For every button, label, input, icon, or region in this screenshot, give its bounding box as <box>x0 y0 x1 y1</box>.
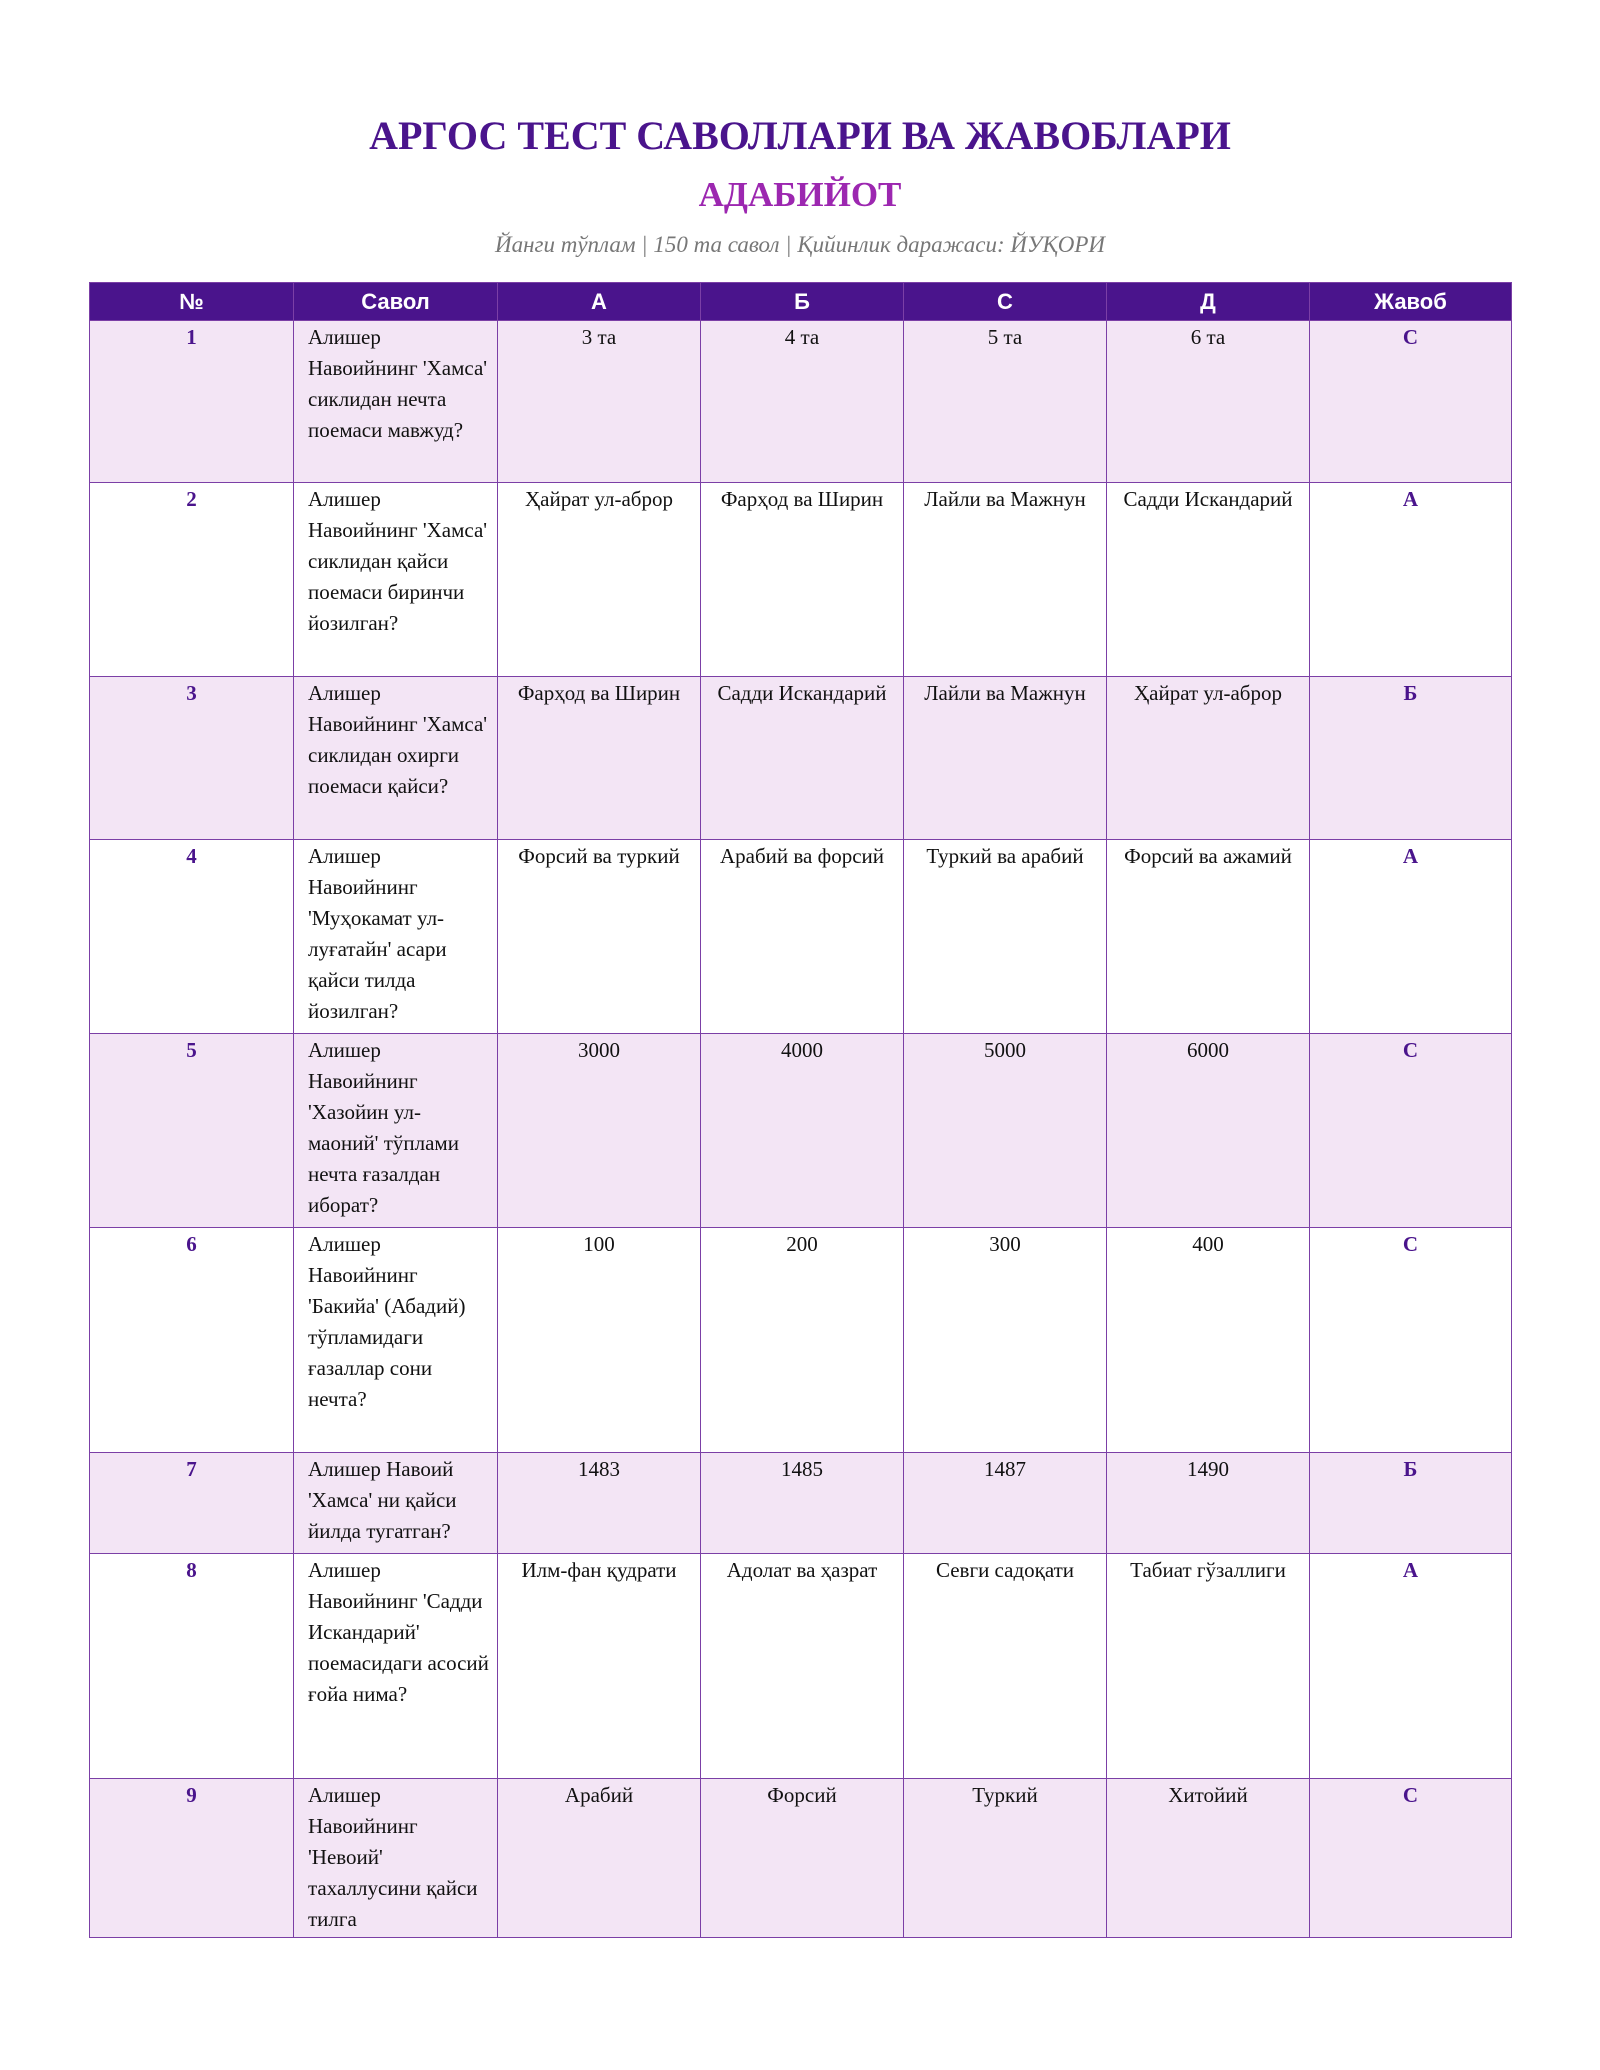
option-a: Ҳайрат ул-аброр <box>498 483 701 677</box>
subject-title: АДАБИЙОТ <box>698 175 902 214</box>
table-row <box>90 1228 1512 1453</box>
correct-answer: С <box>1310 1034 1512 1228</box>
option-b: Арабий ва форсий <box>701 840 904 1034</box>
correct-answer: С <box>1310 1228 1512 1453</box>
correct-answer: А <box>1310 483 1512 677</box>
option-d: Садди Искандарий <box>1107 483 1310 677</box>
option-b: Форсий <box>701 1779 904 1938</box>
option-d: Табиат гўзаллиги <box>1107 1554 1310 1779</box>
column-header-option-c: С <box>904 283 1107 321</box>
question-text: Алишер Навоийнинг 'Хамса' сиклидан охирги поемаси қайси? <box>294 677 498 840</box>
table-row <box>90 1779 1512 1938</box>
option-b: 4000 <box>701 1034 904 1228</box>
option-a: 1483 <box>498 1453 701 1554</box>
table-row <box>90 321 1512 483</box>
question-number: 6 <box>90 1228 294 1453</box>
question-text: Алишер Навоийнинг 'Невоий' тахаллусини қайси тилга <box>294 1779 498 1938</box>
column-header-option-b: Б <box>701 283 904 321</box>
question-number: 7 <box>90 1453 294 1554</box>
option-a: 100 <box>498 1228 701 1453</box>
option-b: Фарҳод ва Ширин <box>701 483 904 677</box>
option-c: Туркий ва арабий <box>904 840 1107 1034</box>
question-text: Алишер Навоийнинг 'Садди Искандарий' поемасидаги асосий ғойа нима? <box>294 1554 498 1779</box>
table-row <box>90 677 1512 840</box>
option-d: 6 та <box>1107 321 1310 483</box>
option-d: 6000 <box>1107 1034 1310 1228</box>
option-a: Илм-фан қудрати <box>498 1554 701 1779</box>
option-d: Форсий ва ажамий <box>1107 840 1310 1034</box>
option-c: Лайли ва Мажнун <box>904 677 1107 840</box>
question-text: Алишер Навоийнинг 'Хамса' сиклидан нечта поемаси мавжуд? <box>294 321 498 483</box>
correct-answer: С <box>1310 321 1512 483</box>
option-b: Садди Искандарий <box>701 677 904 840</box>
question-number: 3 <box>90 677 294 840</box>
option-d: 400 <box>1107 1228 1310 1453</box>
option-c: 5 та <box>904 321 1107 483</box>
table-header-row <box>90 283 1512 321</box>
table-row <box>90 1554 1512 1779</box>
correct-answer: Б <box>1310 1453 1512 1554</box>
column-header-answer: Жавоб <box>1310 283 1512 321</box>
option-d: Ҳайрат ул-аброр <box>1107 677 1310 840</box>
option-c: 300 <box>904 1228 1107 1453</box>
document-title: АРГОС ТЕСТ САВОЛЛАРИ ВА ЖАВОБЛАРИ <box>369 113 1231 158</box>
question-text: Алишер Навоий 'Хамса' ни қайси йилда тугатган? <box>294 1453 498 1554</box>
option-b: 1485 <box>701 1453 904 1554</box>
question-number: 9 <box>90 1779 294 1938</box>
correct-answer: А <box>1310 840 1512 1034</box>
option-a: 3000 <box>498 1034 701 1228</box>
table-row <box>90 840 1512 1034</box>
option-a: Фарҳод ва Ширин <box>498 677 701 840</box>
question-number: 2 <box>90 483 294 677</box>
option-d: Хитойий <box>1107 1779 1310 1938</box>
column-header-option-a: А <box>498 283 701 321</box>
option-a: 3 та <box>498 321 701 483</box>
table-row <box>90 1453 1512 1554</box>
question-number: 8 <box>90 1554 294 1779</box>
correct-answer: А <box>1310 1554 1512 1779</box>
correct-answer: Б <box>1310 677 1512 840</box>
option-c: Севги садоқати <box>904 1554 1107 1779</box>
column-header-option-d: Д <box>1107 283 1310 321</box>
option-c: Туркий <box>904 1779 1107 1938</box>
question-number: 1 <box>90 321 294 483</box>
option-c: Лайли ва Мажнун <box>904 483 1107 677</box>
option-c: 5000 <box>904 1034 1107 1228</box>
question-text: Алишер Навоийнинг 'Бакийа' (Абадий) тўпламидаги ғазаллар сони нечта? <box>294 1228 498 1453</box>
option-b: 4 та <box>701 321 904 483</box>
question-number: 5 <box>90 1034 294 1228</box>
option-a: Арабий <box>498 1779 701 1938</box>
question-number: 4 <box>90 840 294 1034</box>
option-d: 1490 <box>1107 1453 1310 1554</box>
questions-table <box>89 282 1512 1938</box>
collection-info: Йанги тўплам | 150 та савол | Қийинлик даражаси: ЙУҚОРИ <box>494 232 1106 257</box>
correct-answer: С <box>1310 1779 1512 1938</box>
column-header-number: № <box>90 283 294 321</box>
option-c: 1487 <box>904 1453 1107 1554</box>
document-page <box>89 0 1511 1938</box>
table-row <box>90 1034 1512 1228</box>
option-b: 200 <box>701 1228 904 1453</box>
table-row <box>90 483 1512 677</box>
question-text: Алишер Навоийнинг 'Муҳокамат ул-луғатайн' асари қайси тилда йозилган? <box>294 840 498 1034</box>
question-text: Алишер Навоийнинг 'Хазойин ул-маоний' тўплами нечта ғазалдан иборат? <box>294 1034 498 1228</box>
column-header-question: Савол <box>294 283 498 321</box>
option-b: Адолат ва ҳазрат <box>701 1554 904 1779</box>
question-text: Алишер Навоийнинг 'Хамса' сиклидан қайси поемаси биринчи йозилган? <box>294 483 498 677</box>
option-a: Форсий ва туркий <box>498 840 701 1034</box>
